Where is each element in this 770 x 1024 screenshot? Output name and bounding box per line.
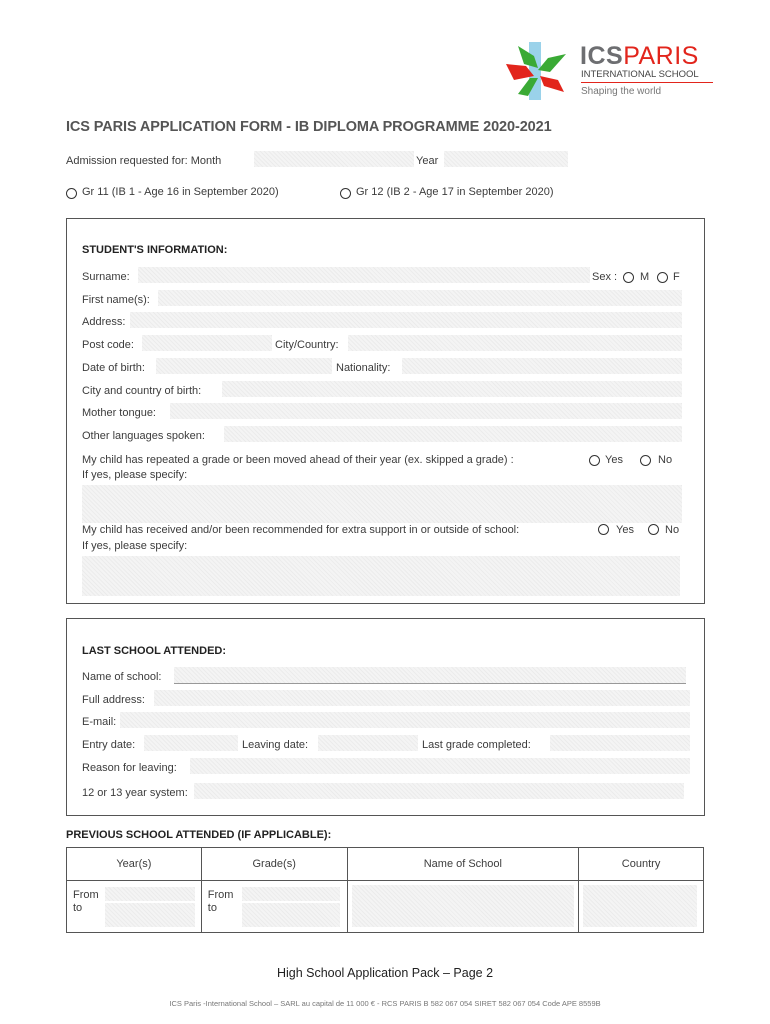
birth-place-label: City and country of birth: — [82, 385, 202, 397]
extra-support-label: My child has received and/or been recommended for extra support in or outside of school: — [82, 524, 520, 536]
support-no-label: No — [665, 524, 680, 536]
other-languages-field[interactable] — [224, 426, 682, 442]
sex-f-radio[interactable] — [657, 272, 668, 283]
nationality-field[interactable] — [402, 358, 682, 374]
surname-field[interactable] — [138, 267, 590, 283]
logo-red-bottom — [540, 76, 564, 92]
years-to-label: to — [73, 902, 83, 914]
email-field[interactable] — [120, 712, 690, 728]
col-years: Year(s) — [67, 848, 202, 881]
admission-month-label: Admission requested for: Month — [66, 155, 222, 167]
other-languages-label: Other languages spoken: — [82, 430, 205, 442]
full-address-label: Full address: — [82, 694, 145, 706]
grades-from-field[interactable] — [242, 887, 340, 901]
repeated-yes-radio[interactable] — [589, 455, 600, 466]
years-cell — [67, 881, 202, 933]
last-grade-label: Last grade completed: — [422, 739, 531, 751]
post-code-label: Post code: — [82, 339, 134, 351]
sex-f-label: F — [673, 271, 680, 283]
col-grades: Grade(s) — [201, 848, 347, 881]
address-field[interactable] — [130, 312, 682, 328]
grades-cell — [201, 881, 347, 933]
previous-school-table — [66, 847, 704, 933]
repeated-grade-label: My child has repeated a grade or been moved ahead of their year (ex. skipped a grade) : — [82, 454, 514, 466]
admission-year-field[interactable] — [444, 151, 568, 167]
school-name-cell — [347, 881, 579, 933]
table-row — [67, 881, 704, 933]
last-grade-field[interactable] — [550, 735, 690, 751]
grades-to-label: to — [207, 902, 217, 914]
logo-divider — [581, 82, 713, 83]
post-code-field[interactable] — [142, 335, 272, 351]
sex-m-radio[interactable] — [623, 272, 634, 283]
full-address-field[interactable] — [154, 690, 690, 706]
school-name-field[interactable] — [174, 667, 686, 684]
school-logo — [504, 42, 724, 102]
city-country-field[interactable] — [348, 335, 682, 351]
dob-label: Date of birth: — [82, 362, 145, 374]
years-from-label: From — [73, 889, 99, 901]
year-system-label: 12 or 13 year system: — [82, 787, 188, 799]
page-footer-legal: ICS Paris -International School – SARL au capital de 11 000 € - RCS PARIS B 582 067 054 SIRET 582 067 054 Code APE 8559B — [169, 999, 601, 1008]
first-names-label: First name(s): — [82, 294, 150, 306]
student-info-heading: STUDENT'S INFORMATION: — [82, 244, 228, 256]
year-system-field[interactable] — [194, 783, 684, 799]
gr11-radio[interactable] — [66, 188, 77, 199]
logo-brand-paris: PARIS — [623, 42, 699, 70]
repeated-no-label: No — [658, 454, 673, 466]
school-name-label: Name of school: — [82, 671, 162, 683]
repeated-yes-label: Yes — [605, 454, 623, 466]
page-footer-title: High School Application Pack – Page 2 — [276, 966, 494, 980]
previous-school-heading: PREVIOUS SCHOOL ATTENDED (IF APPLICABLE): — [66, 829, 332, 841]
table-header-row — [67, 848, 704, 881]
sex-label: Sex : — [592, 271, 618, 283]
support-no-radio[interactable] — [648, 524, 659, 535]
first-names-field[interactable] — [158, 290, 682, 306]
support-yes-label: Yes — [616, 524, 634, 536]
col-school-name: Name of School — [347, 848, 579, 881]
logo-brand-ics: ICS — [580, 42, 624, 70]
previous-school-name-field[interactable] — [352, 885, 574, 927]
grades-to-field[interactable] — [242, 903, 340, 927]
address-label: Address: — [82, 316, 126, 328]
reason-leaving-label: Reason for leaving: — [82, 762, 177, 774]
admission-year-label: Year — [416, 155, 439, 167]
reason-leaving-field[interactable] — [190, 758, 690, 774]
entry-date-label: Entry date: — [82, 739, 136, 751]
nationality-label: Nationality: — [336, 362, 391, 374]
mother-tongue-field[interactable] — [170, 403, 682, 419]
pinwheel-logo-icon — [504, 42, 572, 102]
col-country: Country — [579, 848, 704, 881]
gr12-radio[interactable] — [340, 188, 351, 199]
support-specify-label: If yes, please specify: — [82, 540, 188, 552]
leaving-date-field[interactable] — [318, 735, 418, 751]
grades-from-label: From — [207, 889, 234, 901]
last-school-heading: LAST SCHOOL ATTENDED: — [82, 645, 227, 657]
support-specify-field[interactable] — [82, 556, 680, 596]
years-to-field[interactable] — [105, 903, 195, 927]
email-label: E-mail: — [82, 716, 117, 728]
logo-subtitle: INTERNATIONAL SCHOOL — [581, 69, 699, 80]
repeated-no-radio[interactable] — [640, 455, 651, 466]
form-title: ICS PARIS APPLICATION FORM - IB DIPLOMA PROGRAMME 2020-2021 — [66, 119, 552, 135]
previous-country-field[interactable] — [583, 885, 697, 927]
years-from-field[interactable] — [105, 887, 195, 901]
country-cell — [579, 881, 704, 933]
leaving-date-label: Leaving date: — [242, 739, 309, 751]
entry-date-field[interactable] — [144, 735, 238, 751]
logo-green-right — [538, 54, 566, 72]
logo-tagline: Shaping the world — [581, 86, 662, 97]
repeated-specify-field[interactable] — [82, 485, 682, 523]
city-country-label: City/Country: — [275, 339, 339, 351]
support-yes-radio[interactable] — [598, 524, 609, 535]
logo-blue-bar — [529, 42, 541, 100]
dob-field[interactable] — [156, 358, 332, 374]
surname-label: Surname: — [82, 271, 130, 283]
birth-place-field[interactable] — [222, 381, 682, 397]
admission-month-field[interactable] — [254, 151, 414, 167]
gr12-label: Gr 12 (IB 2 - Age 17 in September 2020) — [356, 186, 554, 198]
sex-m-label: M — [640, 271, 650, 283]
mother-tongue-label: Mother tongue: — [82, 407, 156, 419]
gr11-label: Gr 11 (IB 1 - Age 16 in September 2020) — [82, 186, 279, 198]
repeated-specify-label: If yes, please specify: — [82, 469, 188, 481]
